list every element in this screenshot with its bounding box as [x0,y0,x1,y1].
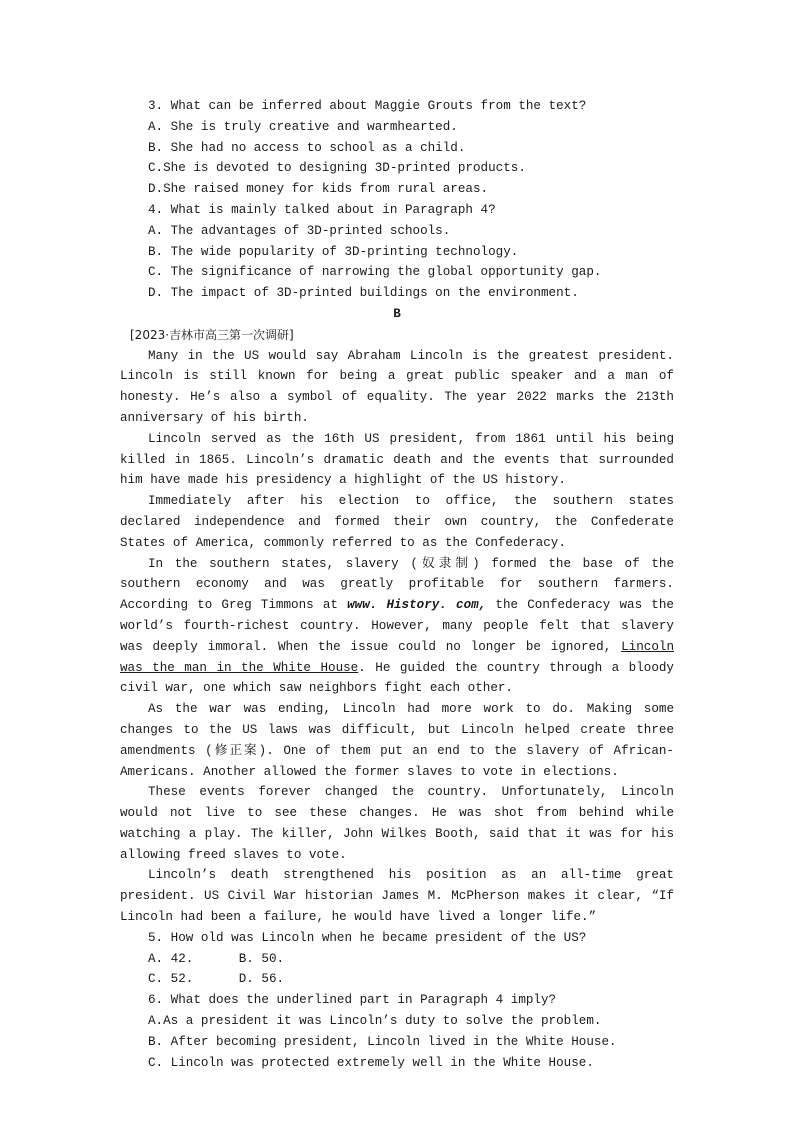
question-5-stem: 5. How old was Lincoln when he became president of the US? [148,930,587,945]
question-6-stem: 6. What does the underlined part in Paragraph 4 imply? [148,993,557,1008]
section-label: B [393,306,401,321]
paragraph-2: Lincoln served as the 16th US president, from 1861 until his being killed in 1865. Lincoln’s dramatic death and the events that surrounded him have made his presidency a highlight of the US history. [120,431,674,488]
question-4-option-b: B. The wide popularity of 3D-printing technology. [148,244,519,259]
question-3-option-a: A. She is truly creative and warmhearted. [148,119,458,134]
question-4-option-a: A. The advantages of 3D-printed schools. [148,223,451,238]
question-4-option-d: D. The impact of 3D-printed buildings on the environment. [148,286,579,301]
paragraph-3: Immediately after his election to office, the southern states declared independence and formed their own country, the Confederate States of America, commonly referred to as the Confederacy. [120,494,674,550]
question-3-option-b: B. She had no access to school as a child. [148,140,466,155]
question-6-option-b: B. After becoming president, Lincoln lived in the White House. [148,1034,617,1049]
paragraph-4-part-2: the Confederacy was the world’s fourth-richest country. However, many people felt that slavery was deeply immoral. When the issue could no longer be ignored, [120,598,674,654]
paragraph-4-part-3: . He guided the country through a bloody civil war, one which saw neighbors fight each other. [120,660,674,696]
question-5-option-d: D. 56. [238,972,285,987]
paragraph-5: As the war was ending, Lincoln had more work to do. Making some changes to the US laws was difficult, but Lincoln helped create three amendments (修正案). One of them put an end to the slavery of African-Americans. Another allowed the former slaves to vote in elections. [120,702,674,779]
paragraph-7: Lincoln’s death strengthened his position as an all-time great president. US Civil War historian James M. McPherson makes it clear, “If Lincoln had been a failure, he would have lived a longer life.” [120,868,674,925]
question-6-option-c: C. Lincoln was protected extremely well in the White House. [148,1055,594,1070]
question-5-option-c: C. 52. [148,972,194,987]
question-5-options-row-1 [120,949,674,970]
question-3-stem: 3. What can be inferred about Maggie Grouts from the text? [148,99,587,113]
question-5-options-row-2 [120,969,674,990]
paragraph-6: These events forever changed the country. Unfortunately, Lincoln would not live to see these changes. He was shot from behind while watching a play. The killer, John Wilkes Booth, said that it was for his allowing freed slaves to vote. [120,785,674,862]
question-3-option-d: D.She raised money for kids from rural areas. [148,182,489,197]
question-5-option-b: B. 50. [238,951,285,966]
paragraph-4-part-1: In the southern states, slavery (奴隶制) formed the base of the southern economy and was greatly profitable for southern farmers. According to Greg Timmons at [120,556,674,613]
question-5-option-a: A. 42. [148,951,194,966]
source-tag: [2023·吉林市高三第一次调研] [130,327,294,342]
question-3-option-c: C.She is devoted to designing 3D-printed products. [148,161,526,176]
paragraph-4 [120,554,674,700]
website-reference: www. History. com, [347,598,487,613]
question-4-stem: 4. What is mainly talked about in Paragraph 4? [148,202,496,217]
underlined-phrase: Lincoln was the man in the White House [120,639,674,675]
paragraph-1: Many in the US would say Abraham Lincoln is the greatest president. Lincoln is still known for being a great public speaker and a man of honesty. He’s also a symbol of equality. The year 2022 marks the 213th anniversary of his birth. [120,348,674,425]
question-6-option-a: A.As a president it was Lincoln’s duty to solve the problem. [148,1014,602,1029]
question-4-option-c: C. The significance of narrowing the global opportunity gap. [148,265,602,280]
document-page [120,96,674,1073]
